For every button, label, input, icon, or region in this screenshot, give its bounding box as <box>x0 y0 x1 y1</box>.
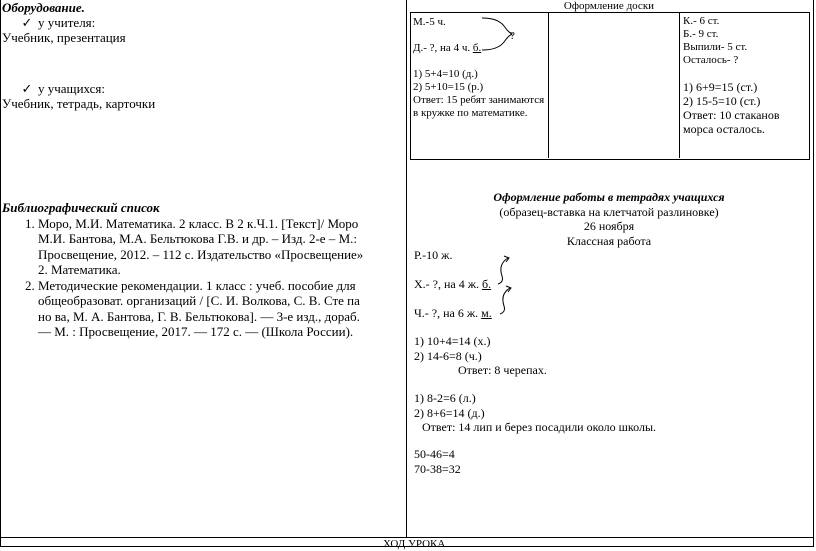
board-col1-solution <box>413 68 545 120</box>
checkmark-icon: ✓ <box>21 81 33 96</box>
notebook-header <box>410 190 808 248</box>
notebook-sol3: 1) 8-2=6 (л.) <box>414 391 476 405</box>
board-col1-line2 <box>413 42 481 55</box>
bibliography-title: Библиографический список <box>2 200 160 215</box>
teacher-label: у учителя: <box>38 15 96 30</box>
board-col3-line2: Б.- 9 ст. <box>683 28 719 40</box>
notebook-date: 26 ноября <box>583 219 635 233</box>
notebook-answer2: Ответ: 14 лип и берез посадили около школы. <box>422 420 657 434</box>
students-label-row <box>2 81 402 96</box>
board-col1-line2-text: Д.- ?, на 4 ч. <box>413 42 473 54</box>
notebook-expressions <box>414 447 461 476</box>
board-col1-question: ? <box>510 30 515 42</box>
board-col1-answer: Ответ: 15 ребят занимаются в кружке по математике. <box>413 94 545 119</box>
board-col3-sol1: 1) 6+9=15 (ст.) <box>683 80 758 94</box>
equipment-section <box>2 0 402 45</box>
board-col3-line1: К.- 6 ст. <box>683 15 720 27</box>
notebook-sol1: 1) 10+4=14 (х.) <box>414 334 491 348</box>
teacher-items: Учебник, презентация <box>2 30 126 45</box>
bibliography-item: 2. Методические рекомендации. 1 класс : учеб. пособие для общеобразоват. организаций / [С. И. Волкова, С. В. Сте па но ва, М. А. Бантова, Г. В. Бельтюкова]. — 3-е изд., дораб. — М. : Просвещение, 2017. — 172 с. — (Школа России). <box>38 278 374 340</box>
board-column-3 <box>679 12 808 158</box>
bibliography-list <box>2 216 374 340</box>
notebook-sol2: 2) 14-6=8 (ч.) <box>414 348 482 363</box>
notebook-line3 <box>414 306 492 320</box>
notebook-expr2: 70-38=32 <box>414 461 461 476</box>
notebook-line2-unit: б. <box>482 277 492 291</box>
board-title: Оформление доски <box>563 0 655 12</box>
board-col1-sol1: 1) 5+4=10 (д.) <box>413 68 478 80</box>
board-col1-line2-unit: б. <box>472 42 482 54</box>
brace-icon <box>480 14 516 54</box>
board-col1-line1: М.-5 ч. <box>413 16 446 28</box>
board-column-1 <box>410 12 548 158</box>
students-label: у учащихся: <box>38 81 106 96</box>
notebook-expr1: 50-46=4 <box>414 447 455 461</box>
notebook-answer1: Ответ: 8 черепах. <box>458 363 547 377</box>
board-col3-line3: Выпили- 5 ст. <box>683 41 748 53</box>
checkmark-icon: ✓ <box>21 15 33 30</box>
notebook-subtitle: (образец-вставка на клетчатой разлиновке) <box>499 204 719 219</box>
board-col3-answer: Ответ: 10 стаканов морса осталось. <box>683 108 780 136</box>
column-divider <box>406 0 407 537</box>
notebook-solution-2 <box>414 391 656 435</box>
notebook-line3-text: Ч.- ?, на 6 ж. <box>414 306 482 320</box>
board-col1-sol2: 2) 5+10=15 (р.) <box>413 81 484 93</box>
notebook-sol4: 2) 8+6=14 (д.) <box>414 405 485 420</box>
bibliography-section <box>2 200 374 340</box>
notebook-work-label: Классная работа <box>566 233 652 248</box>
arrows-icon <box>490 252 520 322</box>
board-col3-line4: Осталось- ? <box>683 54 739 66</box>
notebook-line2 <box>414 277 491 291</box>
board-col3-condition <box>683 15 747 67</box>
notebook-line3-unit: м. <box>481 306 492 320</box>
notebook-title: Оформление работы в тетрадях учащихся <box>493 190 725 204</box>
bibliography-item: 1. Моро, М.И. Математика. 2 класс. В 2 к.Ч.1. [Текст]/ Моро М.И. Бантова, М.А. Бельтюкова Г.В. и др. – Изд. 2-е – М.: Просвещение, 2012. – 112 с. Издательство «Просвещение» 2. Математика. <box>38 216 374 278</box>
students-items: Учебник, тетрадь, карточки <box>2 96 156 111</box>
notebook-solution-1 <box>414 334 547 378</box>
students-section <box>2 81 402 111</box>
lesson-progress-heading: ХОД УРОКА <box>383 538 446 550</box>
notebook-line1: Р.-10 ж. <box>414 248 453 262</box>
board-column-2 <box>548 12 680 158</box>
notebook-line2-text: Х.- ?, на 4 ж. <box>414 277 483 291</box>
board-col3-sol2: 2) 15-5=10 (ст.) <box>683 94 761 108</box>
equipment-title: Оборудование. <box>2 0 85 15</box>
teacher-label-row <box>2 15 402 30</box>
board-col3-solution <box>683 80 805 136</box>
